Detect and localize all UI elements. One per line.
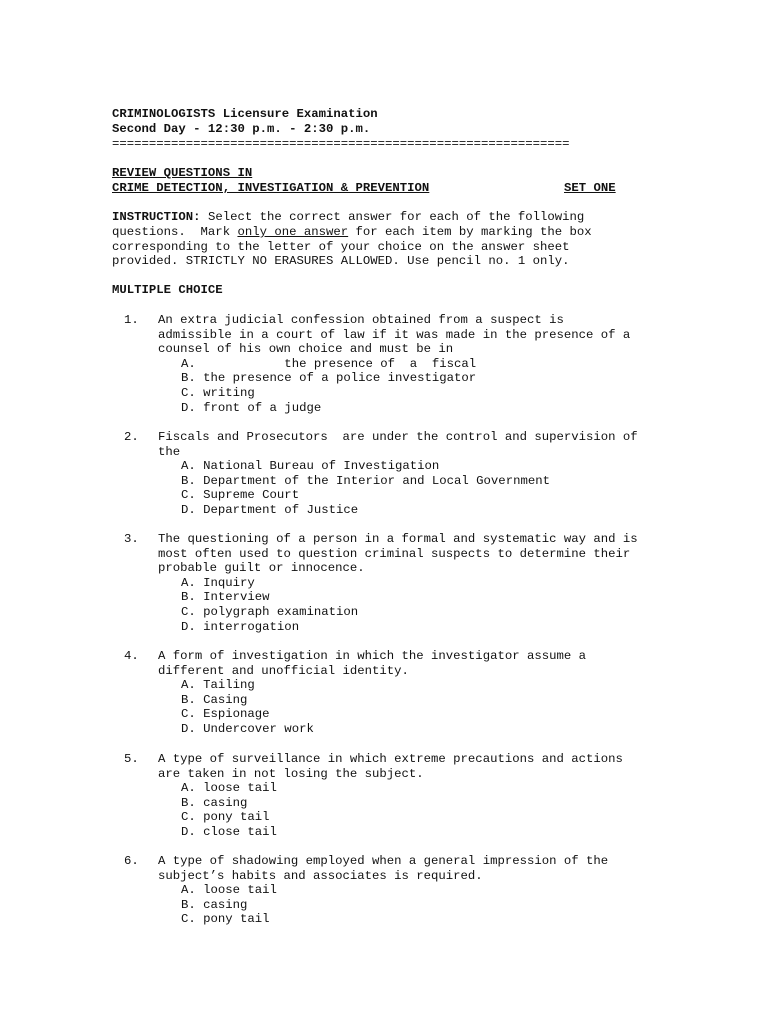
- instruction-text: Select the correct answer for each of the following: [200, 210, 585, 224]
- question-number: 6.: [124, 854, 139, 868]
- answer-option: B. Department of the Interior and Local Government: [181, 473, 550, 488]
- answer-option: D. close tail: [181, 825, 277, 839]
- answer-option: B. the presence of a police investigator: [181, 371, 477, 386]
- subject-heading: CRIME DETECTION, INVESTIGATION & PREVENTION: [112, 181, 430, 195]
- question-text: the: [158, 444, 181, 459]
- question-text: most often used to question criminal suspects to determine their: [158, 546, 631, 561]
- answer-option: D. front of a judge: [181, 400, 322, 415]
- answer-option: A. Inquiry: [181, 575, 255, 590]
- answer-option: C. Supreme Court: [181, 488, 300, 503]
- question-text: admissible in a court of law if it was made in the presence of a: [158, 327, 631, 342]
- instruction-emphasis: only one answer: [237, 225, 349, 239]
- question-text: probable guilt or innocence.: [158, 561, 365, 576]
- answer-option: C. pony tail: [181, 912, 270, 927]
- exam-title: CRIMINOLOGISTS Licensure Examination: [112, 107, 378, 121]
- set-label: SET ONE: [564, 181, 616, 195]
- answer-option: B. Interview: [181, 590, 270, 605]
- answer-option: A. National Bureau of Investigation: [181, 459, 440, 474]
- question-number: 2.: [124, 430, 139, 444]
- instruction-line-1: [112, 210, 584, 225]
- answer-option: B. casing: [181, 897, 248, 912]
- question-text: counsel of his own choice and must be in: [158, 342, 454, 357]
- answer-option: D. Undercover work: [181, 722, 314, 736]
- answer-option: A. loose tail: [181, 883, 277, 898]
- question-text: are taken in not losing the subject.: [158, 766, 424, 781]
- question-number: 5.: [124, 752, 139, 766]
- answer-option: B. Casing: [181, 692, 248, 707]
- answer-option: C. pony tail: [181, 810, 270, 825]
- instruction-line-4: provided. STRICTLY NO ERASURES ALLOWED. Use pencil no. 1 only.: [112, 254, 570, 268]
- answer-option: C. Espionage: [181, 707, 270, 722]
- review-heading: REVIEW QUESTIONS IN: [112, 166, 253, 180]
- answer-option: D. interrogation: [181, 619, 300, 634]
- question-text: The questioning of a person in a formal and systematic way and is: [158, 532, 638, 546]
- instruction-label: INSTRUCTION:: [112, 210, 201, 224]
- answer-option: A. loose tail: [181, 781, 277, 796]
- instruction-text: questions. Mark: [112, 225, 238, 239]
- answer-option: C. polygraph examination: [181, 605, 359, 619]
- question-text: subject’s habits and associates is required.: [158, 868, 483, 883]
- question-text: different and unofficial identity.: [158, 663, 409, 678]
- question-text: A form of investigation in which the investigator assume a: [158, 649, 587, 663]
- question-text: A type of surveillance in which extreme precautions and actions: [158, 752, 623, 766]
- question-number: 1.: [124, 313, 139, 327]
- answer-option: C. writing: [181, 386, 255, 400]
- section-heading: MULTIPLE CHOICE: [112, 283, 223, 297]
- instruction-text: for each item by marking the box: [348, 225, 592, 239]
- answer-option: B. casing: [181, 795, 248, 810]
- divider-rule: ==============================================================: [112, 137, 570, 151]
- instruction-line-3: corresponding to the letter of your choice on the answer sheet: [112, 240, 570, 254]
- instruction-line-2: [112, 225, 592, 240]
- question-text: A type of shadowing employed when a general impression of the: [158, 854, 609, 868]
- exam-schedule: Second Day - 12:30 p.m. - 2:30 p.m.: [112, 122, 371, 136]
- answer-option: D. Department of Justice: [181, 503, 359, 517]
- answer-option: A. the presence of a fiscal: [181, 356, 477, 371]
- question-text: An extra judicial confession obtained from a suspect is: [158, 313, 564, 327]
- question-text: Fiscals and Prosecutors are under the control and supervision of: [158, 430, 638, 444]
- answer-option: A. Tailing: [181, 678, 255, 693]
- question-number: 4.: [124, 649, 139, 663]
- question-number: 3.: [124, 532, 139, 546]
